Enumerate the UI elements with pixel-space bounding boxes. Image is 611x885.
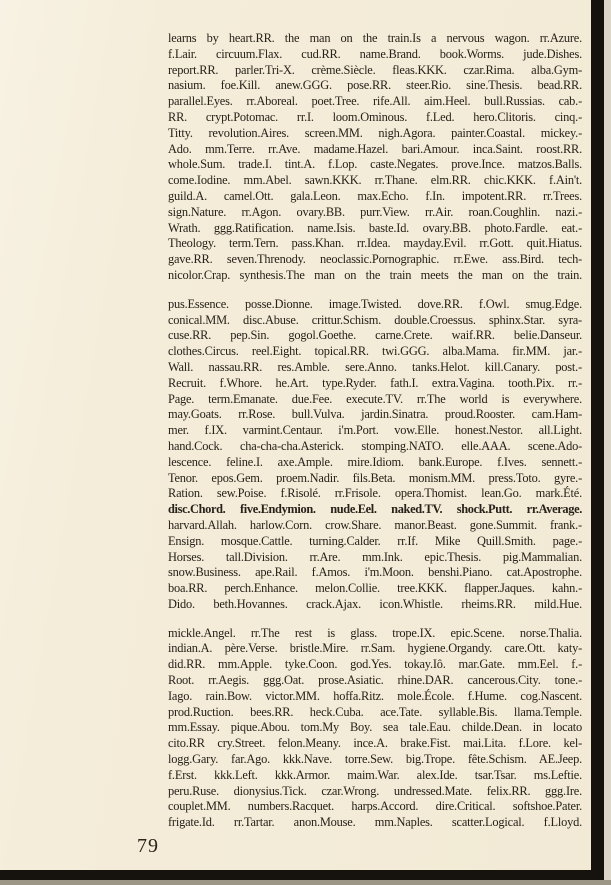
paragraph-2	[168, 297, 582, 613]
text-line: Wall. nassau.RR. res.Amble. sere.Anno. tanks.Helot. kill.Canary. post.-	[168, 359, 582, 374]
text-line: Ration. sew.Poise. f.Risolé. rr.Frisole. opera.Thomist. lean.Go. mark.Été.	[168, 486, 582, 501]
scan-edge-right-bar	[591, 0, 604, 879]
text-line: Root. rr.Aegis. ggg.Oat. prose.Asiatic. rhine.DAR. cancerous.City. tone.-	[168, 673, 582, 688]
text-line: gave.RR. seven.Threnody. neoclassic.Pornographic. rr.Ewe. ass.Bird. tech-	[168, 252, 582, 267]
text-line: clothes.Circus. reel.Eight. topical.RR. twi.GGG. alba.Mama. fir.MM. jar.-	[168, 344, 582, 359]
text-line: lescence. feline.I. axe.Ample. mire.Idiom. bank.Europe. f.Ives. sennett.-	[168, 454, 582, 469]
text-line: prod.Ruction. bees.RR. heck.Cuba. ace.Tate. syllable.Bis. llama.Temple.	[168, 704, 582, 719]
text-line: sign.Nature. rr.Agon. ovary.BB. purr.View. rr.Air. roan.Coughlin. nazi.-	[168, 204, 582, 219]
text-line: Dido. beth.Hovannes. crack.Ajax. icon.Whistle. rheims.RR. mild.Hue.	[168, 596, 582, 611]
text-line: Ensign. mosque.Cattle. turning.Calder. rr.If. Mike Quill.Smith. page.-	[168, 533, 582, 548]
text-line: nicolor.Crap. synthesis.The man on the train meets the man on the train.	[168, 267, 582, 282]
text-line: parallel.Eyes. rr.Aboreal. poet.Tree. rife.All. aim.Heel. bull.Russias. cab.-	[168, 94, 582, 109]
text-line: did.RR. mm.Apple. tyke.Coon. god.Yes. tokay.Iô. mar.Gate. mm.Eel. f.-	[168, 657, 582, 672]
page-number: 79	[137, 835, 159, 857]
text-line: guild.A. camel.Ott. gala.Leon. max.Echo. f.In. impotent.RR. rr.Trees.	[168, 188, 582, 203]
text-line: cito.RR cry.Street. felon.Meany. ince.A. brake.Fist. mai.Lita. f.Lore. kel-	[168, 736, 582, 751]
text-line: conical.MM. disc.Abuse. crittur.Schism. double.Croessus. sphinx.Star. syra-	[168, 312, 582, 327]
text-line: f.Erst. kkk.Left. kkk.Armor. maim.War. alex.Ide. tsar.Tsar. ms.Leftie.	[168, 767, 582, 782]
text-line: may.Goats. rr.Rose. bull.Vulva. jardin.Sinatra. proud.Rooster. cam.Ham-	[168, 407, 582, 422]
text-line: mickle.Angel. rr.The rest is glass. trope.IX. epic.Scene. norse.Thalia.	[168, 625, 582, 640]
scan-edge-bottom-bar	[0, 870, 604, 880]
text-line: Page. term.Emanate. due.Fee. execute.TV. rr.The world is everywhere.	[168, 391, 582, 406]
text-line: come.Iodine. mm.Abel. sawn.KKK. rr.Thane. elm.RR. chic.KKK. f.Ain't.	[168, 173, 582, 188]
text-line: logg.Gary. far.Ago. kkk.Nave. torre.Sew. big.Trope. fête.Schism. AE.Jeep.	[168, 752, 582, 767]
paragraph-1	[168, 31, 582, 284]
text-line: f.Lair. circuum.Flax. cud.RR. name.Brand. book.Worms. jude.Dishes.	[168, 46, 582, 61]
text-line-bold: disc.Chord. five.Endymion. nude.Eel. naked.TV. shock.Putt. rr.Average.	[168, 502, 582, 517]
text-line: nasium. foe.Kill. anew.GGG. pose.RR. steer.Rio. sine.Thesis. bead.RR.	[168, 78, 582, 93]
text-line: learns by heart.RR. the man on the train.Is a nervous wagon. rr.Azure.	[168, 31, 582, 45]
text-line: mer. f.IX. varmint.Centaur. i'm.Port. vow.Elle. honest.Nestor. all.Light.	[168, 423, 582, 438]
text-line: frigate.Id. rr.Tartar. anon.Mouse. mm.Naples. scatter.Logical. f.Lloyd.	[168, 815, 582, 830]
scan-edge-bottom-outer	[0, 880, 611, 885]
scan-edge-right-outer	[604, 0, 611, 885]
text-line: harvard.Allah. harlow.Corn. crow.Share. manor.Beast. gone.Summit. frank.-	[168, 517, 582, 532]
text-line: couplet.MM. numbers.Racquet. harps.Accord. dire.Critical. softshoe.Pater.	[168, 799, 582, 814]
text-line: Recruit. f.Whore. he.Art. type.Ryder. fath.I. extra.Vagina. tooth.Pix. rr.-	[168, 375, 582, 390]
text-line: Iago. rain.Bow. victor.MM. hoffa.Ritz. mole.École. f.Hume. cog.Nascent.	[168, 688, 582, 703]
text-line: boa.RR. perch.Enhance. melon.Collie. tree.KKK. flapper.Jaques. kahn.-	[168, 581, 582, 596]
text-line: Titty. revolution.Aires. screen.MM. nigh.Agora. painter.Coastal. mickey.-	[168, 125, 582, 140]
text-line: mm.Essay. pique.Abou. tom.My Boy. sea tale.Eau. childe.Dean. in locato	[168, 720, 582, 735]
text-line: peru.Ruse. dionysius.Tick. czar.Wrong. undressed.Mate. felix.RR. ggg.Ire.	[168, 783, 582, 798]
text-line: snow.Business. ape.Rail. f.Amos. i'm.Moon. benshi.Piano. cat.Apostrophe.	[168, 565, 582, 580]
text-line: cuse.RR. pep.Sin. gogol.Goethe. carne.Crete. waif.RR. belie.Danseur.	[168, 328, 582, 343]
text-line: Wrath. ggg.Ratification. name.Isis. baste.Id. ovary.BB. photo.Fardle. eat.-	[168, 220, 582, 235]
text-line: indian.A. père.Verse. bristle.Mire. rr.Sam. hygiene.Organdy. care.Ott. katy-	[168, 641, 582, 656]
text-line: report.RR. parler.Tri-X. crème.Siècle. fleas.KKK. czar.Rima. alba.Gym-	[168, 62, 582, 77]
text-line: whole.Sum. trade.I. tint.A. f.Lop. caste.Negates. prove.Ince. matzos.Balls.	[168, 157, 582, 172]
paragraph-3	[168, 626, 582, 831]
text-line: RR. crypt.Potomac. rr.I. loom.Ominous. f.Led. hero.Clitoris. cinq.-	[168, 109, 582, 124]
text-line: Theology. term.Tern. pass.Khan. rr.Idea. mayday.Evil. rr.Gott. quit.Hiatus.	[168, 236, 582, 251]
body-text	[168, 31, 582, 844]
text-line: Tenor. epos.Gem. proem.Nadir. fils.Beta. monism.MM. press.Toto. gyre.-	[168, 470, 582, 485]
text-line: pus.Essence. posse.Dionne. image.Twisted. dove.RR. f.Owl. smug.Edge.	[168, 296, 582, 311]
text-line: Ado. mm.Terre. rr.Ave. madame.Hazel. bari.Amour. inca.Saint. roost.RR.	[168, 141, 582, 156]
text-line: hand.Cock. cha-cha-cha.Asterick. stomping.NATO. elle.AAA. scene.Ado-	[168, 438, 582, 453]
text-line: Horses. tall.Division. rr.Are. mm.Ink. epic.Thesis. pig.Mammalian.	[168, 549, 582, 564]
